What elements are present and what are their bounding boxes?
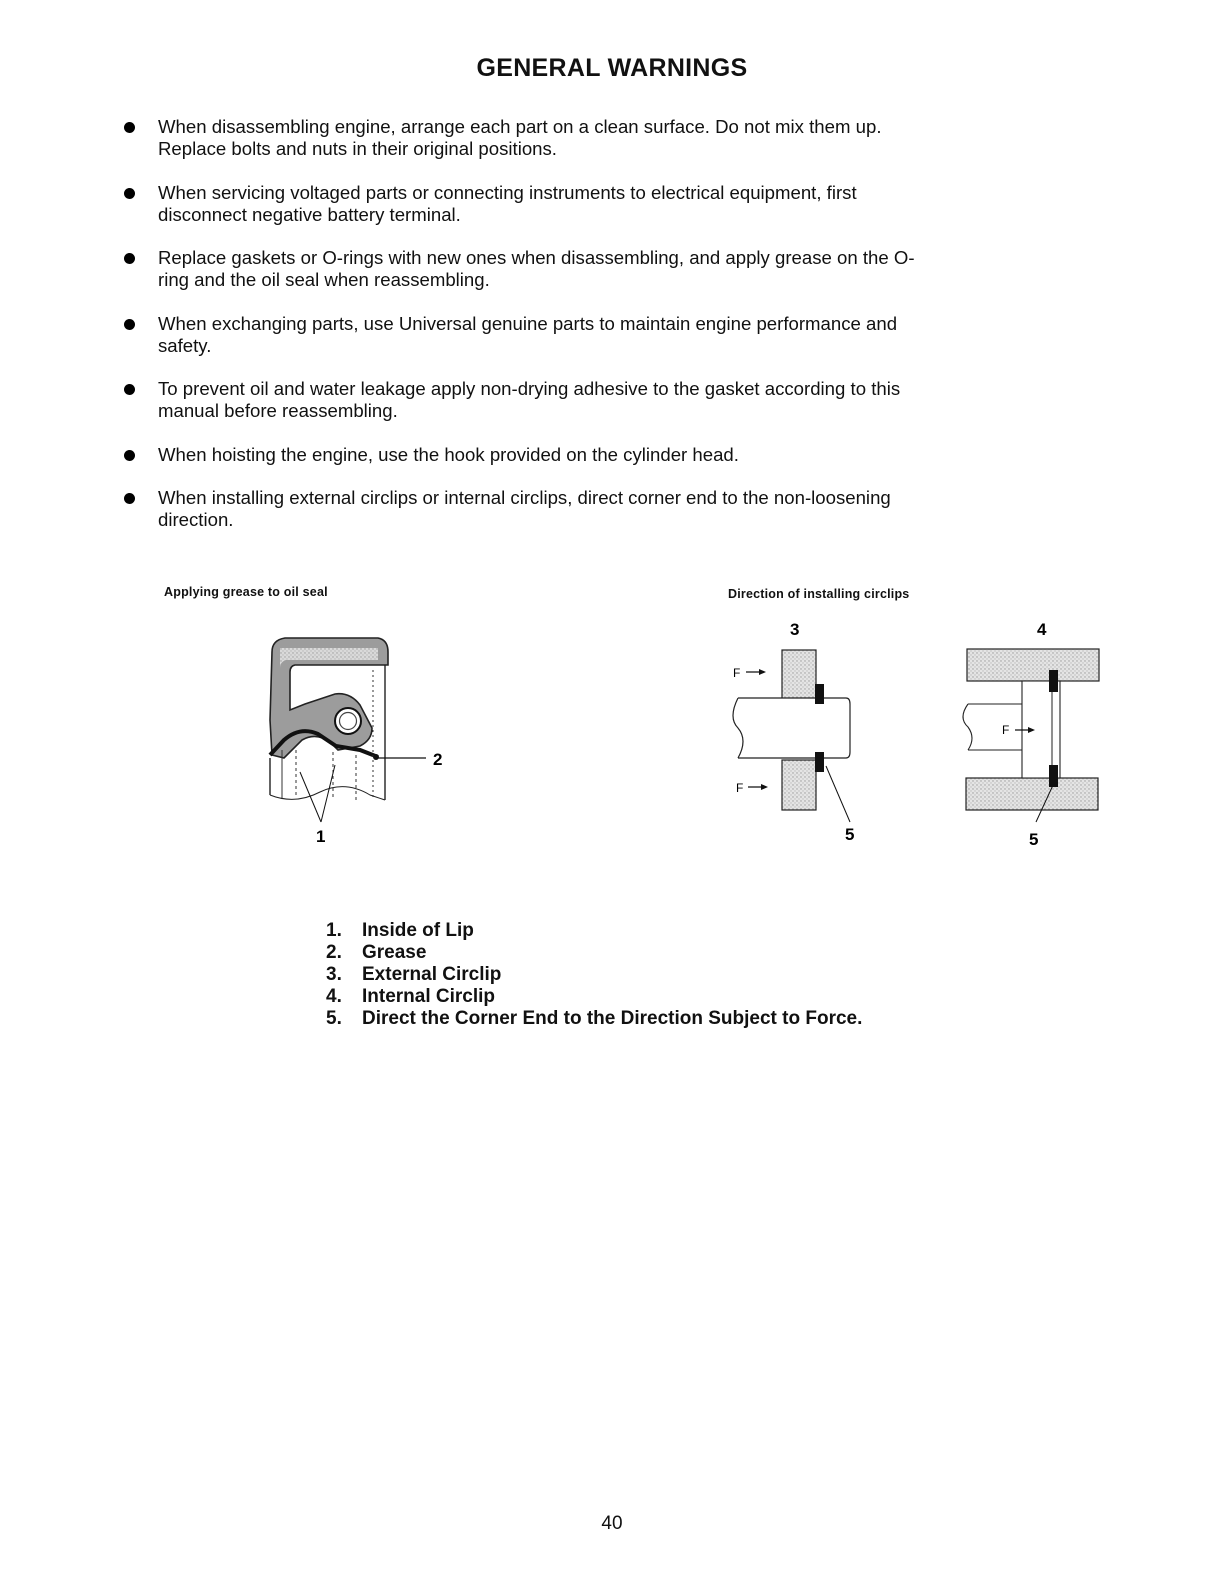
- warning-text: direction.: [158, 509, 234, 530]
- warning-text: When hoisting the engine, use the hook provided on the cylinder head.: [158, 443, 739, 465]
- legend-number: 1.: [326, 920, 342, 941]
- bullet-icon: [124, 253, 135, 264]
- bullet-icon: [124, 122, 135, 133]
- bullet-icon: [124, 450, 135, 461]
- legend-text: Grease: [362, 942, 427, 963]
- legend-item: [326, 964, 862, 986]
- legend-number: 3.: [326, 964, 342, 985]
- legend-item: [326, 942, 862, 964]
- warning-text: When disassembling engine, arrange each part on a clean surface. Do not mix them up.: [158, 116, 882, 137]
- legend-list: [326, 920, 862, 1030]
- warning-text: Replace bolts and nuts in their original positions.: [158, 138, 557, 159]
- warnings-list: [122, 116, 1012, 553]
- warning-text: When servicing voltaged parts or connecting instruments to electrical equipment, first: [158, 181, 857, 203]
- warning-text: disconnect negative battery terminal.: [158, 203, 461, 225]
- warning-text: When exchanging parts, use Universal genuine parts to maintain engine performance and: [158, 312, 898, 334]
- warning-item: [122, 313, 1012, 357]
- bullet-icon: [124, 188, 135, 199]
- external-circlip-diagram: [733, 620, 854, 844]
- label-internal-circlip: 4: [1037, 620, 1047, 639]
- page-number: 40: [601, 1513, 623, 1534]
- legend-item: [326, 1008, 862, 1030]
- warning-item: [122, 182, 1012, 226]
- label-inside-lip: 1: [316, 827, 326, 846]
- warning-text: safety.: [158, 334, 212, 356]
- legend-number: 5.: [326, 1008, 342, 1029]
- label-corner-end-a: 5: [845, 825, 855, 844]
- bullet-icon: [124, 319, 135, 330]
- label-external-circlip: 3: [790, 620, 800, 639]
- legend-text: Internal Circlip: [362, 986, 496, 1007]
- bullet-icon: [124, 384, 135, 395]
- legend-text: Direct the Corner End to the Direction Subject to Force.: [362, 1008, 863, 1029]
- warning-item: [122, 444, 1012, 466]
- warning-item: [122, 487, 1012, 531]
- legend-item: [326, 986, 862, 1008]
- warning-text: To prevent oil and water leakage apply non-drying adhesive to the gasket according to this: [158, 378, 901, 399]
- legend-text: External Circlip: [362, 964, 502, 985]
- force-label: F: [736, 781, 744, 795]
- warning-text: When installing external circlips or internal circlips, direct corner end to the non-loosening: [158, 487, 891, 508]
- force-label: F: [733, 666, 741, 680]
- force-label: F: [1002, 723, 1010, 737]
- internal-circlip-diagram: [963, 620, 1099, 849]
- legend-item: [326, 920, 862, 942]
- warning-text: ring and the oil seal when reassembling.: [158, 269, 490, 290]
- bullet-icon: [124, 493, 135, 504]
- label-grease: 2: [433, 750, 443, 769]
- figures-drawing: [0, 600, 1224, 900]
- warning-item: [122, 378, 1012, 422]
- oil-seal-caption: Applying grease to oil seal: [164, 585, 328, 599]
- warning-text: manual before reassembling.: [158, 400, 398, 421]
- warning-item: [122, 247, 1012, 291]
- page-title: GENERAL WARNINGS: [476, 54, 748, 82]
- warning-item: [122, 116, 1012, 160]
- label-corner-end-b: 5: [1029, 830, 1039, 849]
- circlip-caption: Direction of installing circlips: [728, 587, 910, 601]
- legend-number: 4.: [326, 986, 342, 1007]
- warning-text: Replace gaskets or O-rings with new ones when disassembling, and apply grease on the O-: [158, 247, 915, 268]
- oil-seal-diagram: [270, 638, 442, 846]
- legend-text: Inside of Lip: [362, 920, 474, 941]
- legend-number: 2.: [326, 942, 342, 963]
